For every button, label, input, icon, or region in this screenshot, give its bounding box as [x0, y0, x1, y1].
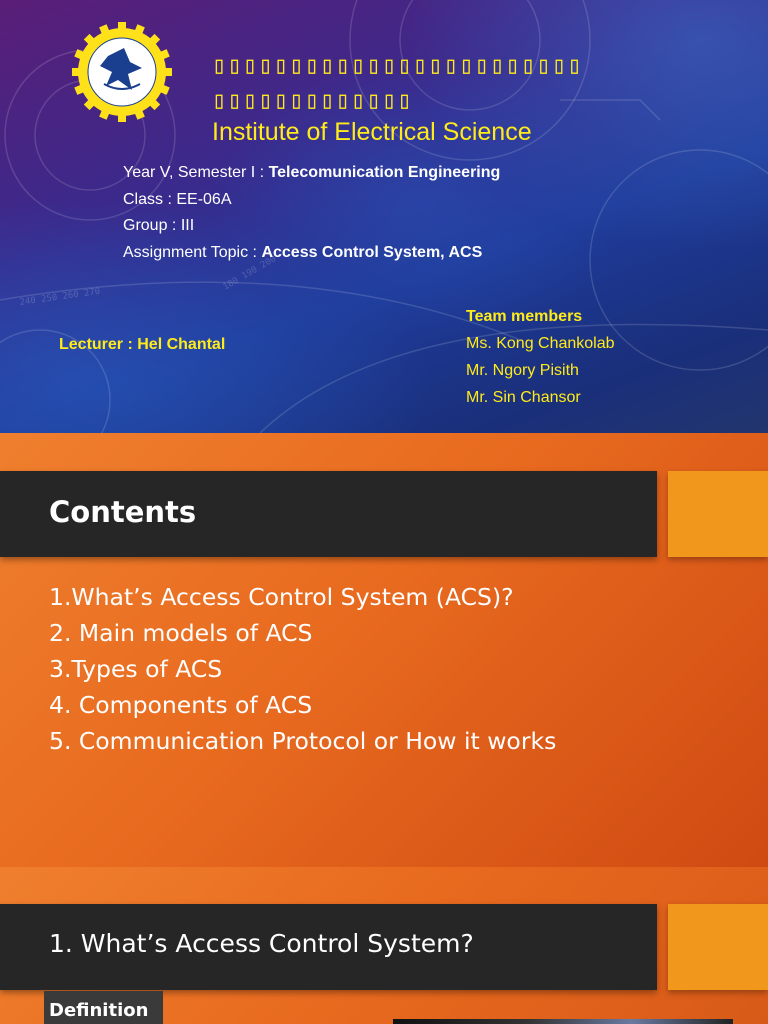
info-label: Group :	[123, 217, 181, 234]
svg-text:240 250 260 270: 240 250 260 270	[19, 286, 101, 308]
definition-label: Definition	[44, 991, 163, 1024]
contents-slide	[0, 433, 768, 867]
accent-block	[668, 904, 768, 990]
list-item: 4. Components of ACS	[49, 691, 313, 719]
list-item: 5. Communication Protocol or How it works	[49, 727, 557, 755]
team-heading: Team members	[466, 308, 583, 325]
title-slide	[0, 0, 768, 433]
list-item: 1.What’s Access Control System (ACS)?	[49, 583, 514, 611]
info-value: Telecomunication Engineering	[268, 164, 501, 181]
info-assignment-topic	[123, 244, 482, 262]
team-member: Ms. Kong Chankolab	[466, 335, 615, 352]
contents-list	[49, 579, 556, 759]
accent-block	[668, 471, 768, 557]
team-member: Mr. Ngory Pisith	[466, 362, 579, 379]
info-label: Assignment Topic :	[123, 244, 262, 261]
info-label: Class :	[123, 191, 177, 208]
definition-slide	[0, 867, 768, 1024]
info-value: EE-06A	[176, 191, 232, 208]
info-year-semester	[123, 164, 500, 182]
institute-emblem-icon	[72, 22, 172, 122]
institute-khmer-title: ▯▯▯▯▯▯▯▯▯▯▯▯▯▯▯▯▯▯▯▯▯▯▯▯▯▯▯▯▯▯▯▯▯▯▯▯▯	[212, 51, 583, 114]
lecturer-name: Lecturer : Hel Chantal	[59, 336, 226, 353]
slide-title: 1. What’s Access Control System?	[49, 929, 474, 958]
team-member: Mr. Sin Chansor	[466, 389, 581, 406]
svg-text:180 190 200: 180 190 200	[221, 254, 279, 293]
slide-photo	[393, 1019, 733, 1024]
team-members-list	[466, 307, 615, 415]
info-value: Access Control System, ACS	[261, 244, 483, 261]
institute-title: Institute of Electrical Science	[212, 118, 532, 146]
contents-title: Contents	[49, 495, 197, 529]
info-group	[123, 217, 194, 235]
list-item: 3.Types of ACS	[49, 655, 223, 683]
list-item: 2. Main models of ACS	[49, 619, 313, 647]
info-value: III	[180, 217, 195, 234]
info-class	[123, 191, 231, 209]
info-label: Year V, Semester I :	[123, 164, 269, 181]
